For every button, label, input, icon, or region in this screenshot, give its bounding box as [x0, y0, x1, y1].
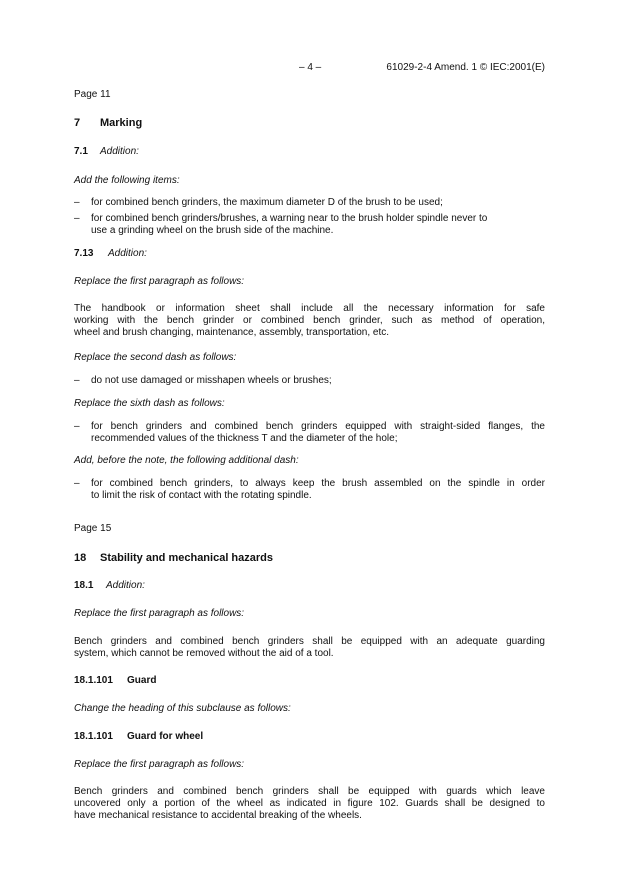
list-item: [74, 478, 545, 502]
instruction-add-items: Add the following items:: [74, 175, 180, 186]
instruction-change-heading: Change the heading of this subclause as follows:: [74, 703, 291, 714]
subclause-7-1-number: 7.1: [74, 146, 88, 157]
paragraph-line: have mechanical resistance to accidental breaking of the wheels.: [74, 810, 362, 821]
subclause-18-1: [74, 580, 145, 592]
page-ref-15: Page 15: [74, 523, 112, 534]
instruction-add-before-note: Add, before the note, the following additional dash:: [74, 455, 299, 466]
guards-paragraph: [74, 786, 545, 822]
list-item-text: for bench grinders and combined bench grinders equipped with straight-sided flanges, the: [91, 421, 545, 432]
dash-bullet: –: [74, 197, 80, 208]
paragraph-line: uncovered only a portion of the wheel as indicated in figure 102. Guards shall be designed to: [74, 798, 545, 809]
page-number: – 4 –: [299, 62, 322, 73]
dash-bullet: –: [74, 375, 80, 386]
instruction-replace-second-dash: Replace the second dash as follows:: [74, 352, 237, 363]
list-item: [74, 197, 545, 209]
dash-bullet: –: [74, 478, 80, 489]
standard-reference: 61029-2-4 Amend. 1 © IEC:2001(E): [386, 62, 545, 73]
list-item-text: for combined bench grinders/brushes, a warning near to the brush holder spindle never to: [91, 213, 488, 224]
paragraph-line: Bench grinders and combined bench grinders shall be equipped with guards which leave: [74, 786, 545, 797]
clause-7-heading: [74, 117, 142, 129]
list-item: [74, 213, 545, 237]
subclause-18-1-101-new-number: 18.1.101: [74, 731, 113, 742]
dash-bullet: –: [74, 213, 80, 224]
list-item: [74, 421, 545, 445]
instruction-replace-sixth-dash: Replace the sixth dash as follows:: [74, 398, 225, 409]
page-ref-11: Page 11: [74, 89, 111, 100]
subclause-18-1-label: Addition:: [106, 580, 145, 591]
list-item-text: do not use damaged or misshapen wheels or brushes;: [91, 375, 332, 386]
subclause-18-1-101-new-title: Guard for wheel: [127, 731, 204, 742]
list-item-text: for combined bench grinders, the maximum diameter D of the brush to be used;: [91, 197, 443, 208]
instruction-replace-first-3: Replace the first paragraph as follows:: [74, 759, 245, 770]
subclause-18-1-number: 18.1: [74, 580, 94, 591]
subclause-7-13-number: 7.13: [74, 248, 94, 259]
subclause-7-1: [74, 146, 139, 158]
subclause-7-13: [74, 248, 147, 260]
subclause-7-1-label: Addition:: [100, 146, 139, 157]
clause-18-title: Stability and mechanical hazards: [100, 552, 274, 564]
dash-bullet: –: [74, 421, 80, 432]
clause-7-number: 7: [74, 117, 81, 129]
instruction-replace-first-2: Replace the first paragraph as follows:: [74, 608, 245, 619]
paragraph-line: The handbook or information sheet shall include all the necessary information for safe: [74, 303, 545, 314]
list-item-text: to limit the risk of contact with the rotating spindle.: [91, 490, 312, 501]
paragraph-line: working with the bench grinder or combined bench grinder, such as method of operation,: [74, 315, 545, 326]
paragraph-line: wheel and brush changing, maintenance, assembly, transportation, etc.: [74, 327, 389, 338]
clause-18-heading: [74, 552, 273, 564]
clause-7-title: Marking: [100, 117, 143, 129]
subclause-18-1-101-heading: [74, 675, 156, 687]
list-item: [74, 375, 545, 387]
paragraph-line: system, which cannot be removed without the aid of a tool.: [74, 648, 334, 659]
list-item-text: use a grinding wheel on the brush side of the machine.: [91, 225, 334, 236]
subclause-18-1-101-title: Guard: [127, 675, 157, 686]
paragraph-line: Bench grinders and combined bench grinders shall be equipped with an adequate guarding: [74, 636, 545, 647]
instruction-replace-first: Replace the first paragraph as follows:: [74, 276, 245, 287]
clause-18-number: 18: [74, 552, 87, 564]
subclause-7-13-label: Addition:: [108, 248, 147, 259]
handbook-paragraph: [74, 303, 545, 339]
subclause-18-1-101-number: 18.1.101: [74, 675, 113, 686]
list-item-text: recommended values of the thickness T and the diameter of the hole;: [91, 433, 398, 444]
guarding-paragraph: [74, 636, 545, 660]
subclause-18-1-101-new-heading: [74, 731, 203, 743]
list-item-text: for combined bench grinders, to always keep the brush assembled on the spindle in order: [91, 478, 545, 489]
